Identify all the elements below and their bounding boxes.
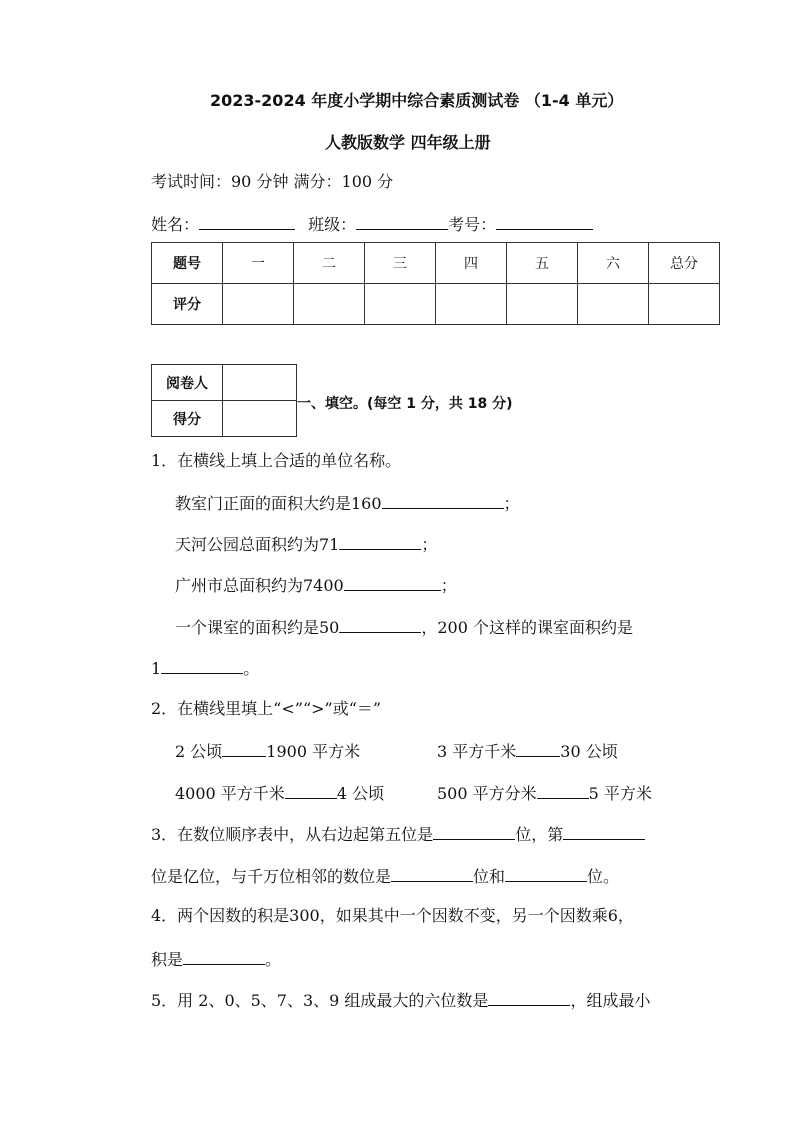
answer-blank[interactable]: [183, 948, 265, 965]
marker-row: [152, 401, 297, 437]
score-table-header-row: [152, 243, 720, 284]
q1-line4-text-b: ，200 个这样的课室面积约是: [421, 618, 634, 637]
marker-score-label: 得分: [152, 401, 223, 437]
answer-blank[interactable]: [516, 740, 560, 757]
score-cell[interactable]: [649, 284, 720, 325]
q1-line3-end: ；: [440, 576, 457, 595]
answer-blank[interactable]: [563, 823, 645, 840]
class-label: 班级：: [308, 215, 357, 234]
answer-blank[interactable]: [161, 657, 243, 674]
score-header-cell: 五: [507, 243, 578, 284]
q4-text: 积是: [151, 950, 184, 969]
exam-time-info: 考试时间：90 分钟 满分：100 分: [151, 172, 394, 191]
number-label: 考号：: [448, 215, 497, 234]
marker-row: [152, 365, 297, 401]
class-field[interactable]: [356, 213, 448, 230]
score-table: [151, 242, 720, 325]
q4-text: 。: [265, 950, 282, 969]
q1-line1-end: ；: [503, 494, 520, 513]
q2-prompt: 2．在横线里填上“<”“>”或“＝”: [151, 699, 382, 718]
q1-line4-text: 一个课室的面积约是50: [175, 618, 340, 637]
section-heading: 一、填空。(每空 1 分，共 18 分): [297, 396, 513, 412]
score-cell[interactable]: [294, 284, 365, 325]
name-field[interactable]: [199, 213, 295, 230]
score-cell[interactable]: [365, 284, 436, 325]
q2-compare-1: [175, 740, 360, 762]
answer-blank[interactable]: [222, 740, 266, 757]
score-header-cell: 题号: [152, 243, 223, 284]
reviewer-cell[interactable]: [223, 365, 297, 401]
answer-blank[interactable]: [505, 865, 587, 882]
score-header-cell: 六: [578, 243, 649, 284]
answer-blank[interactable]: [391, 865, 473, 882]
q1-line2: [175, 533, 437, 555]
exam-title: 2023-2024 年度小学期中综合素质测试卷 （1-4 单元）: [210, 91, 624, 110]
student-info-row: [151, 213, 593, 235]
answer-blank[interactable]: [339, 533, 421, 550]
q2-compare-2: [437, 740, 618, 762]
q5-text: ，组成最小: [570, 991, 651, 1010]
marker-table: [151, 364, 297, 437]
score-cell[interactable]: [507, 284, 578, 325]
score-header-cell: 一: [223, 243, 294, 284]
reviewer-label: 阅卷人: [152, 365, 223, 401]
q5-text: 5．用 2、0、5、7、3、9 组成最大的六位数是: [151, 991, 489, 1010]
score-row-label: 评分: [152, 284, 223, 325]
score-cell[interactable]: [223, 284, 294, 325]
q1-line3: [175, 574, 457, 596]
q2-compare-right: 30 公顷: [560, 742, 618, 761]
q3-line1: [151, 823, 645, 845]
number-field[interactable]: [496, 213, 593, 230]
q1-line2-end: ；: [421, 535, 438, 554]
q3-text: 位。: [587, 867, 620, 886]
q1-line5-end: 。: [243, 659, 260, 678]
q1-line1: [175, 492, 520, 514]
q1-line2-text: 天河公园总面积约为71: [175, 535, 340, 554]
answer-blank[interactable]: [382, 492, 504, 509]
q1-line3-text: 广州市总面积约为7400: [175, 576, 344, 595]
q2-compare-left: 4000 平方千米: [175, 784, 285, 803]
q1-line4: [175, 616, 633, 638]
q3-text: 位，第: [515, 825, 564, 844]
q3-text: 3．在数位顺序表中，从右边起第五位是: [151, 825, 434, 844]
score-header-cell: 四: [436, 243, 507, 284]
q3-text: 位和: [473, 867, 506, 886]
q2-compare-left: 500 平方分米: [437, 784, 537, 803]
answer-blank[interactable]: [344, 574, 441, 591]
answer-blank[interactable]: [537, 782, 589, 799]
q4-line2: [151, 948, 281, 970]
score-header-cell: 三: [365, 243, 436, 284]
q5-line1: [151, 989, 650, 1011]
answer-blank[interactable]: [339, 616, 421, 633]
q2-compare-right: 4 公顷: [336, 784, 385, 803]
q2-compare-left: 3 平方千米: [437, 742, 517, 761]
exam-subtitle: 人教版数学 四年级上册: [325, 133, 491, 152]
score-cell[interactable]: [578, 284, 649, 325]
score-header-cell: 二: [294, 243, 365, 284]
answer-blank[interactable]: [433, 823, 515, 840]
q2-compare-4: [437, 782, 652, 804]
q2-compare-right: 1900 平方米: [266, 742, 361, 761]
q3-text: 位是亿位，与千万位相邻的数位是: [151, 867, 392, 886]
answer-blank[interactable]: [285, 782, 337, 799]
q4-line1: 4．两个因数的积是300，如果其中一个因数不变，另一个因数乘6，: [151, 906, 634, 925]
answer-blank[interactable]: [488, 989, 570, 1006]
q2-compare-right: 5 平方米: [588, 784, 652, 803]
name-label: 姓名：: [151, 215, 200, 234]
q3-line2: [151, 865, 619, 887]
q2-compare-3: [175, 782, 384, 804]
q1-line5: [151, 657, 259, 679]
score-header-cell: 总分: [649, 243, 720, 284]
q1-line1-text: 教室门正面的面积大约是160: [175, 494, 382, 513]
score-table-score-row: [152, 284, 720, 325]
marker-score-cell[interactable]: [223, 401, 297, 437]
score-cell[interactable]: [436, 284, 507, 325]
q2-compare-left: 2 公顷: [175, 742, 223, 761]
q1-line5-text: 1: [151, 659, 162, 678]
q1-prompt: 1．在横线上填上合适的单位名称。: [151, 451, 402, 470]
